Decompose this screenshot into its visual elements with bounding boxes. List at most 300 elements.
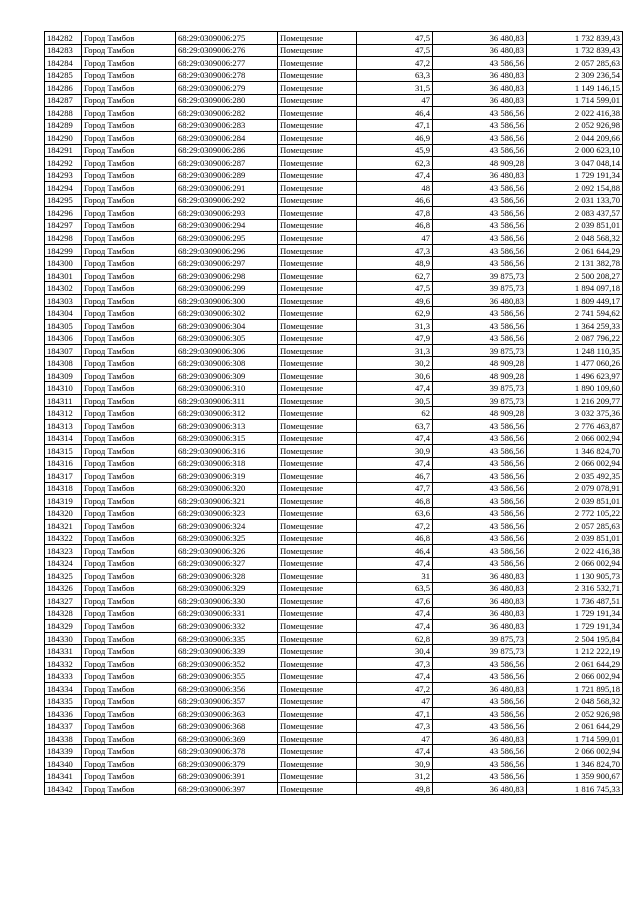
- cell-locality: Город Тамбов: [82, 607, 176, 620]
- cell-unit-value: 43 586,56: [433, 432, 527, 445]
- cell-cadastral-number: 68:29:0309006:283: [176, 119, 278, 132]
- cell-cadastral-number: 68:29:0309006:295: [176, 232, 278, 245]
- cell-cadastral-number: 68:29:0309006:315: [176, 432, 278, 445]
- cell-cadastral-number: 68:29:0309006:363: [176, 707, 278, 720]
- cell-row-number: 184316: [45, 457, 82, 470]
- cell-area: 46,7: [357, 470, 433, 483]
- table-row: [45, 720, 623, 733]
- cell-area: 63,3: [357, 69, 433, 82]
- cell-row-number: 184340: [45, 757, 82, 770]
- cell-locality: Город Тамбов: [82, 457, 176, 470]
- cell-object-type: Помещение: [278, 482, 357, 495]
- cell-cadastral-number: 68:29:0309006:306: [176, 344, 278, 357]
- cell-row-number: 184282: [45, 32, 82, 45]
- cell-object-type: Помещение: [278, 332, 357, 345]
- cell-area: 47,4: [357, 169, 433, 182]
- cell-locality: Город Тамбов: [82, 495, 176, 508]
- cell-locality: Город Тамбов: [82, 470, 176, 483]
- cell-locality: Город Тамбов: [82, 382, 176, 395]
- cell-area: 47: [357, 695, 433, 708]
- cell-cadastral-value: 2 039 851,01: [527, 495, 623, 508]
- cell-unit-value: 43 586,56: [433, 194, 527, 207]
- cell-locality: Город Тамбов: [82, 357, 176, 370]
- cell-cadastral-number: 68:29:0309006:277: [176, 57, 278, 70]
- cell-cadastral-value: 2 048 568,32: [527, 232, 623, 245]
- cell-object-type: Помещение: [278, 307, 357, 320]
- cell-area: 48: [357, 182, 433, 195]
- cell-area: 30,9: [357, 757, 433, 770]
- table-row: [45, 357, 623, 370]
- table-row: [45, 782, 623, 795]
- cell-cadastral-number: 68:29:0309006:329: [176, 582, 278, 595]
- cell-unit-value: 36 480,83: [433, 732, 527, 745]
- document-page: [44, 31, 622, 795]
- cell-cadastral-number: 68:29:0309006:309: [176, 369, 278, 382]
- cell-locality: Город Тамбов: [82, 745, 176, 758]
- table-row: [45, 382, 623, 395]
- cell-cadastral-value: 1 346 824,70: [527, 757, 623, 770]
- cell-object-type: Помещение: [278, 357, 357, 370]
- cell-unit-value: 43 586,56: [433, 232, 527, 245]
- cell-cadastral-number: 68:29:0309006:328: [176, 570, 278, 583]
- cell-row-number: 184288: [45, 107, 82, 120]
- table-row: [45, 682, 623, 695]
- cell-locality: Город Тамбов: [82, 369, 176, 382]
- cell-object-type: Помещение: [278, 495, 357, 508]
- table-row: [45, 332, 623, 345]
- cell-locality: Город Тамбов: [82, 482, 176, 495]
- cell-row-number: 184321: [45, 520, 82, 533]
- cell-area: 31,3: [357, 319, 433, 332]
- table-row: [45, 194, 623, 207]
- cell-unit-value: 43 586,56: [433, 219, 527, 232]
- table-body: [45, 32, 623, 795]
- cell-locality: Город Тамбов: [82, 344, 176, 357]
- cell-cadastral-value: 2 066 002,94: [527, 670, 623, 683]
- cell-cadastral-value: 1 816 745,33: [527, 782, 623, 795]
- cell-unit-value: 43 586,56: [433, 495, 527, 508]
- cell-area: 47,4: [357, 432, 433, 445]
- cell-area: 46,8: [357, 219, 433, 232]
- table-row: [45, 582, 623, 595]
- cell-row-number: 184298: [45, 232, 82, 245]
- cell-area: 47,7: [357, 482, 433, 495]
- cell-unit-value: 43 586,56: [433, 557, 527, 570]
- cell-row-number: 184337: [45, 720, 82, 733]
- cell-row-number: 184304: [45, 307, 82, 320]
- cell-row-number: 184334: [45, 682, 82, 695]
- cell-row-number: 184310: [45, 382, 82, 395]
- cell-row-number: 184292: [45, 157, 82, 170]
- cell-unit-value: 43 586,56: [433, 307, 527, 320]
- cell-cadastral-number: 68:29:0309006:339: [176, 645, 278, 658]
- cell-unit-value: 36 480,83: [433, 582, 527, 595]
- table-row: [45, 257, 623, 270]
- cell-object-type: Помещение: [278, 232, 357, 245]
- cell-row-number: 184285: [45, 69, 82, 82]
- cell-locality: Город Тамбов: [82, 44, 176, 57]
- cell-object-type: Помещение: [278, 695, 357, 708]
- cell-cadastral-number: 68:29:0309006:304: [176, 319, 278, 332]
- cell-cadastral-value: 2 052 926,98: [527, 707, 623, 720]
- cell-cadastral-value: 1 212 222,19: [527, 645, 623, 658]
- cell-object-type: Помещение: [278, 457, 357, 470]
- cell-row-number: 184300: [45, 257, 82, 270]
- cell-object-type: Помещение: [278, 732, 357, 745]
- cell-object-type: Помещение: [278, 257, 357, 270]
- cell-area: 30,5: [357, 394, 433, 407]
- cell-object-type: Помещение: [278, 432, 357, 445]
- table-row: [45, 607, 623, 620]
- cell-object-type: Помещение: [278, 557, 357, 570]
- cell-locality: Город Тамбов: [82, 132, 176, 145]
- table-row: [45, 557, 623, 570]
- cell-unit-value: 43 586,56: [433, 745, 527, 758]
- cell-cadastral-value: 1 809 449,17: [527, 294, 623, 307]
- cell-row-number: 184332: [45, 657, 82, 670]
- cell-cadastral-value: 1 248 110,35: [527, 344, 623, 357]
- cell-row-number: 184284: [45, 57, 82, 70]
- cell-locality: Город Тамбов: [82, 332, 176, 345]
- cell-cadastral-number: 68:29:0309006:316: [176, 445, 278, 458]
- cell-cadastral-number: 68:29:0309006:300: [176, 294, 278, 307]
- cell-unit-value: 43 586,56: [433, 319, 527, 332]
- cell-row-number: 184308: [45, 357, 82, 370]
- cell-cadastral-number: 68:29:0309006:320: [176, 482, 278, 495]
- cell-unit-value: 48 909,28: [433, 407, 527, 420]
- cell-cadastral-value: 2 079 078,91: [527, 482, 623, 495]
- cell-unit-value: 43 586,56: [433, 720, 527, 733]
- cell-row-number: 184315: [45, 445, 82, 458]
- cell-area: 30,2: [357, 357, 433, 370]
- cell-cadastral-number: 68:29:0309006:293: [176, 207, 278, 220]
- cell-object-type: Помещение: [278, 282, 357, 295]
- cell-cadastral-number: 68:29:0309006:276: [176, 44, 278, 57]
- cell-cadastral-value: 2 066 002,94: [527, 432, 623, 445]
- cell-object-type: Помещение: [278, 44, 357, 57]
- cell-unit-value: 43 586,56: [433, 132, 527, 145]
- cell-unit-value: 48 909,28: [433, 157, 527, 170]
- cell-object-type: Помещение: [278, 470, 357, 483]
- cell-unit-value: 36 480,83: [433, 44, 527, 57]
- table-row: [45, 182, 623, 195]
- table-row: [45, 269, 623, 282]
- cell-cadastral-value: 2 131 382,78: [527, 257, 623, 270]
- cell-cadastral-value: 1 721 895,18: [527, 682, 623, 695]
- cell-cadastral-number: 68:29:0309006:378: [176, 745, 278, 758]
- table-row: [45, 282, 623, 295]
- cell-unit-value: 43 586,56: [433, 144, 527, 157]
- cell-locality: Город Тамбов: [82, 219, 176, 232]
- table-row: [45, 632, 623, 645]
- cell-cadastral-number: 68:29:0309006:391: [176, 770, 278, 783]
- table-row: [45, 657, 623, 670]
- cell-area: 49,6: [357, 294, 433, 307]
- cell-row-number: 184336: [45, 707, 82, 720]
- cell-unit-value: 36 480,83: [433, 294, 527, 307]
- cell-object-type: Помещение: [278, 182, 357, 195]
- table-row: [45, 732, 623, 745]
- cell-locality: Город Тамбов: [82, 445, 176, 458]
- cell-object-type: Помещение: [278, 107, 357, 120]
- cell-row-number: 184329: [45, 620, 82, 633]
- table-row: [45, 482, 623, 495]
- cell-object-type: Помещение: [278, 369, 357, 382]
- cell-unit-value: 43 586,56: [433, 107, 527, 120]
- cell-area: 31: [357, 570, 433, 583]
- cell-cadastral-value: 2 092 154,88: [527, 182, 623, 195]
- cell-locality: Город Тамбов: [82, 532, 176, 545]
- cell-row-number: 184309: [45, 369, 82, 382]
- table-row: [45, 770, 623, 783]
- cell-locality: Город Тамбов: [82, 169, 176, 182]
- cell-row-number: 184297: [45, 219, 82, 232]
- cell-object-type: Помещение: [278, 607, 357, 620]
- cell-cadastral-number: 68:29:0309006:312: [176, 407, 278, 420]
- cell-locality: Город Тамбов: [82, 232, 176, 245]
- property-valuation-table: [44, 31, 623, 795]
- cell-object-type: Помещение: [278, 720, 357, 733]
- cell-object-type: Помещение: [278, 620, 357, 633]
- cell-cadastral-value: 2 022 416,38: [527, 107, 623, 120]
- cell-area: 46,9: [357, 132, 433, 145]
- cell-object-type: Помещение: [278, 595, 357, 608]
- table-row: [45, 445, 623, 458]
- cell-area: 47,5: [357, 44, 433, 57]
- cell-row-number: 184314: [45, 432, 82, 445]
- cell-area: 47,3: [357, 720, 433, 733]
- table-row: [45, 69, 623, 82]
- cell-object-type: Помещение: [278, 69, 357, 82]
- cell-unit-value: 43 586,56: [433, 445, 527, 458]
- cell-cadastral-number: 68:29:0309006:289: [176, 169, 278, 182]
- table-row: [45, 169, 623, 182]
- cell-cadastral-value: 2 504 195,84: [527, 632, 623, 645]
- cell-cadastral-number: 68:29:0309006:297: [176, 257, 278, 270]
- cell-cadastral-value: 1 890 109,60: [527, 382, 623, 395]
- table-row: [45, 419, 623, 432]
- cell-cadastral-value: 1 729 191,34: [527, 607, 623, 620]
- cell-cadastral-value: 3 032 375,36: [527, 407, 623, 420]
- cell-unit-value: 39 875,73: [433, 382, 527, 395]
- cell-cadastral-value: 1 346 824,70: [527, 445, 623, 458]
- cell-unit-value: 36 480,83: [433, 82, 527, 95]
- cell-row-number: 184294: [45, 182, 82, 195]
- cell-cadastral-number: 68:29:0309006:321: [176, 495, 278, 508]
- cell-row-number: 184290: [45, 132, 82, 145]
- cell-unit-value: 39 875,73: [433, 645, 527, 658]
- cell-cadastral-number: 68:29:0309006:302: [176, 307, 278, 320]
- cell-cadastral-value: 3 047 048,14: [527, 157, 623, 170]
- cell-cadastral-number: 68:29:0309006:278: [176, 69, 278, 82]
- cell-locality: Город Тамбов: [82, 244, 176, 257]
- cell-cadastral-number: 68:29:0309006:335: [176, 632, 278, 645]
- cell-area: 47: [357, 732, 433, 745]
- cell-object-type: Помещение: [278, 532, 357, 545]
- cell-cadastral-number: 68:29:0309006:355: [176, 670, 278, 683]
- cell-locality: Город Тамбов: [82, 520, 176, 533]
- cell-cadastral-value: 2 031 133,70: [527, 194, 623, 207]
- cell-object-type: Помещение: [278, 82, 357, 95]
- cell-cadastral-number: 68:29:0309006:313: [176, 419, 278, 432]
- cell-cadastral-value: 1 714 599,01: [527, 732, 623, 745]
- table-row: [45, 757, 623, 770]
- cell-row-number: 184326: [45, 582, 82, 595]
- cell-cadastral-value: 2 022 416,38: [527, 545, 623, 558]
- cell-row-number: 184312: [45, 407, 82, 420]
- cell-object-type: Помещение: [278, 657, 357, 670]
- cell-row-number: 184305: [45, 319, 82, 332]
- cell-cadastral-value: 2 772 105,22: [527, 507, 623, 520]
- cell-row-number: 184289: [45, 119, 82, 132]
- cell-unit-value: 43 586,56: [433, 119, 527, 132]
- table-row: [45, 369, 623, 382]
- cell-area: 62: [357, 407, 433, 420]
- cell-row-number: 184306: [45, 332, 82, 345]
- cell-cadastral-number: 68:29:0309006:357: [176, 695, 278, 708]
- cell-locality: Город Тамбов: [82, 69, 176, 82]
- cell-row-number: 184330: [45, 632, 82, 645]
- cell-area: 46,6: [357, 194, 433, 207]
- table-row: [45, 520, 623, 533]
- cell-area: 47,8: [357, 207, 433, 220]
- cell-cadastral-value: 2 039 851,01: [527, 219, 623, 232]
- cell-row-number: 184286: [45, 82, 82, 95]
- cell-unit-value: 43 586,56: [433, 332, 527, 345]
- cell-cadastral-number: 68:29:0309006:326: [176, 545, 278, 558]
- cell-area: 47,2: [357, 520, 433, 533]
- cell-unit-value: 39 875,73: [433, 394, 527, 407]
- cell-locality: Город Тамбов: [82, 620, 176, 633]
- cell-cadastral-value: 1 732 839,43: [527, 44, 623, 57]
- cell-cadastral-value: 2 066 002,94: [527, 745, 623, 758]
- cell-cadastral-value: 1 894 097,18: [527, 282, 623, 295]
- cell-locality: Город Тамбов: [82, 32, 176, 45]
- cell-row-number: 184338: [45, 732, 82, 745]
- cell-object-type: Помещение: [278, 32, 357, 45]
- cell-row-number: 184327: [45, 595, 82, 608]
- cell-area: 62,8: [357, 632, 433, 645]
- cell-object-type: Помещение: [278, 445, 357, 458]
- cell-object-type: Помещение: [278, 582, 357, 595]
- cell-area: 31,2: [357, 770, 433, 783]
- cell-object-type: Помещение: [278, 570, 357, 583]
- cell-locality: Город Тамбов: [82, 419, 176, 432]
- cell-unit-value: 36 480,83: [433, 620, 527, 633]
- cell-object-type: Помещение: [278, 94, 357, 107]
- cell-unit-value: 43 586,56: [433, 207, 527, 220]
- cell-area: 62,3: [357, 157, 433, 170]
- cell-area: 46,8: [357, 532, 433, 545]
- cell-area: 47,3: [357, 244, 433, 257]
- cell-cadastral-number: 68:29:0309006:330: [176, 595, 278, 608]
- cell-row-number: 184318: [45, 482, 82, 495]
- cell-object-type: Помещение: [278, 419, 357, 432]
- table-row: [45, 707, 623, 720]
- table-row: [45, 645, 623, 658]
- cell-area: 47,4: [357, 382, 433, 395]
- cell-unit-value: 43 586,56: [433, 57, 527, 70]
- cell-unit-value: 43 586,56: [433, 457, 527, 470]
- table-row: [45, 432, 623, 445]
- cell-locality: Город Тамбов: [82, 695, 176, 708]
- table-row: [45, 595, 623, 608]
- cell-cadastral-number: 68:29:0309006:296: [176, 244, 278, 257]
- cell-object-type: Помещение: [278, 507, 357, 520]
- cell-cadastral-number: 68:29:0309006:298: [176, 269, 278, 282]
- cell-cadastral-value: 2 000 623,10: [527, 144, 623, 157]
- cell-cadastral-value: 2 087 796,22: [527, 332, 623, 345]
- cell-object-type: Помещение: [278, 670, 357, 683]
- cell-unit-value: 36 480,83: [433, 782, 527, 795]
- cell-unit-value: 36 480,83: [433, 94, 527, 107]
- cell-cadastral-value: 2 066 002,94: [527, 557, 623, 570]
- cell-object-type: Помещение: [278, 770, 357, 783]
- cell-area: 31,5: [357, 82, 433, 95]
- cell-row-number: 184339: [45, 745, 82, 758]
- cell-cadastral-number: 68:29:0309006:282: [176, 107, 278, 120]
- table-row: [45, 670, 623, 683]
- cell-object-type: Помещение: [278, 57, 357, 70]
- cell-unit-value: 36 480,83: [433, 607, 527, 620]
- table-row: [45, 207, 623, 220]
- cell-unit-value: 43 586,56: [433, 657, 527, 670]
- table-row: [45, 620, 623, 633]
- cell-locality: Город Тамбов: [82, 595, 176, 608]
- cell-object-type: Помещение: [278, 219, 357, 232]
- cell-locality: Город Тамбов: [82, 307, 176, 320]
- cell-unit-value: 36 480,83: [433, 169, 527, 182]
- cell-row-number: 184333: [45, 670, 82, 683]
- table-row: [45, 244, 623, 257]
- cell-row-number: 184302: [45, 282, 82, 295]
- cell-cadastral-value: 2 061 644,29: [527, 657, 623, 670]
- cell-cadastral-number: 68:29:0309006:299: [176, 282, 278, 295]
- cell-unit-value: 43 586,56: [433, 182, 527, 195]
- cell-unit-value: 43 586,56: [433, 757, 527, 770]
- cell-locality: Город Тамбов: [82, 319, 176, 332]
- table-row: [45, 545, 623, 558]
- cell-unit-value: 36 480,83: [433, 69, 527, 82]
- cell-area: 47,4: [357, 607, 433, 620]
- cell-cadastral-value: 2 066 002,94: [527, 457, 623, 470]
- cell-locality: Город Тамбов: [82, 782, 176, 795]
- cell-cadastral-number: 68:29:0309006:323: [176, 507, 278, 520]
- cell-cadastral-number: 68:29:0309006:279: [176, 82, 278, 95]
- cell-locality: Город Тамбов: [82, 207, 176, 220]
- cell-object-type: Помещение: [278, 757, 357, 770]
- cell-row-number: 184335: [45, 695, 82, 708]
- cell-area: 62,9: [357, 307, 433, 320]
- cell-area: 47: [357, 232, 433, 245]
- cell-locality: Город Тамбов: [82, 545, 176, 558]
- cell-area: 46,8: [357, 495, 433, 508]
- cell-unit-value: 43 586,56: [433, 470, 527, 483]
- cell-cadastral-value: 2 052 926,98: [527, 119, 623, 132]
- cell-cadastral-number: 68:29:0309006:305: [176, 332, 278, 345]
- table-row: [45, 495, 623, 508]
- cell-cadastral-number: 68:29:0309006:287: [176, 157, 278, 170]
- cell-unit-value: 43 586,56: [433, 695, 527, 708]
- cell-area: 47,5: [357, 282, 433, 295]
- table-row: [45, 232, 623, 245]
- cell-cadastral-value: 1 216 209,77: [527, 394, 623, 407]
- cell-row-number: 184313: [45, 419, 82, 432]
- cell-unit-value: 43 586,56: [433, 770, 527, 783]
- cell-locality: Город Тамбов: [82, 582, 176, 595]
- cell-unit-value: 43 586,56: [433, 419, 527, 432]
- cell-object-type: Помещение: [278, 319, 357, 332]
